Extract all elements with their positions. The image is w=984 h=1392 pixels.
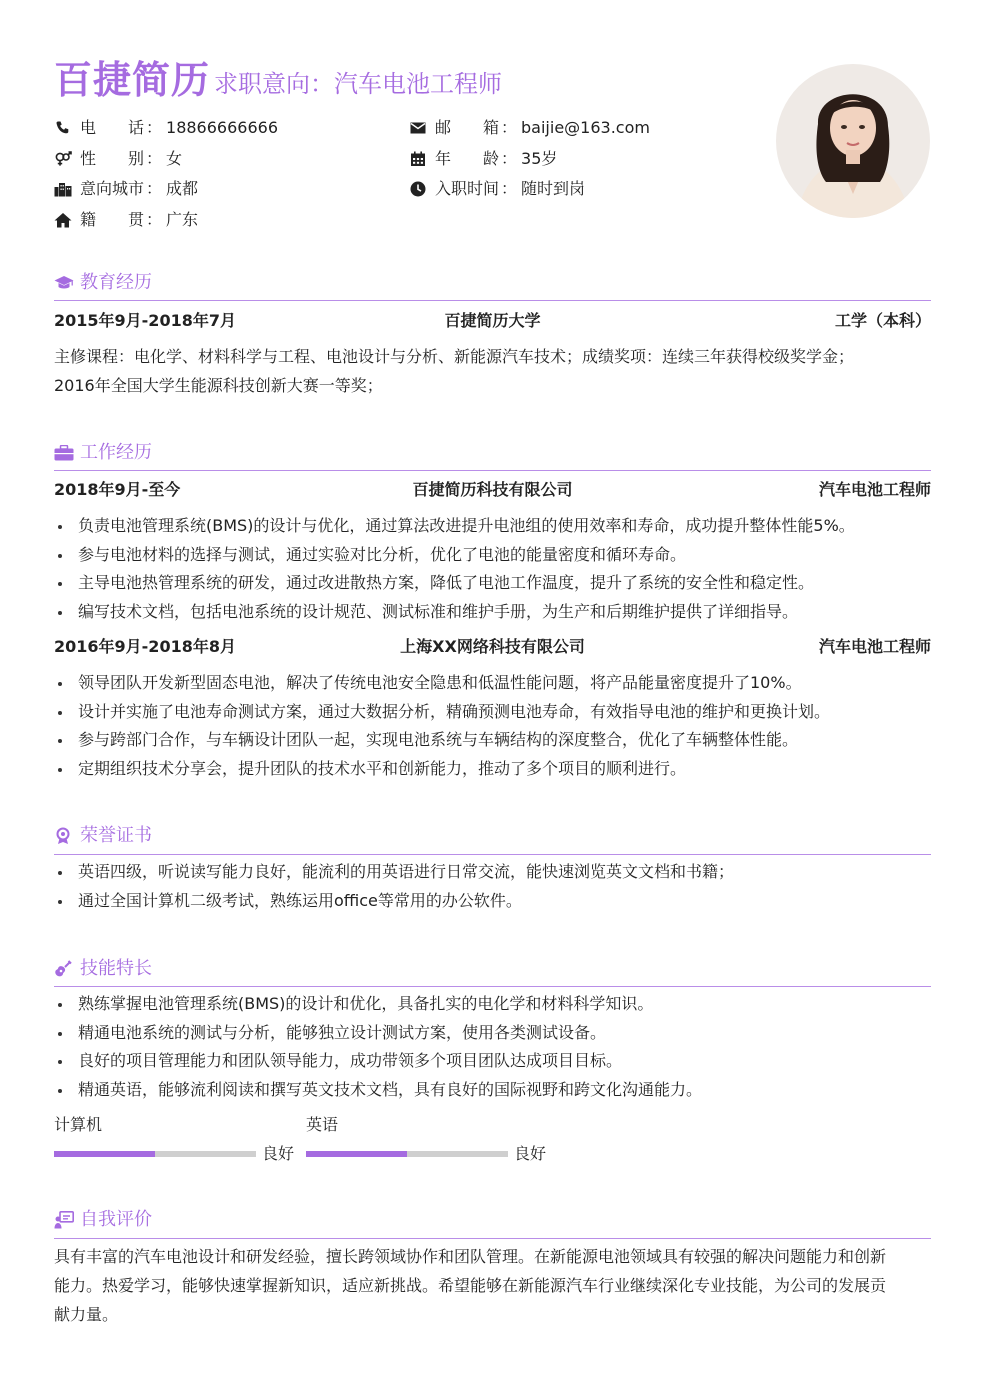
section-divider	[54, 1238, 931, 1239]
section-title-honors	[54, 824, 152, 848]
presenter-icon	[54, 1210, 74, 1230]
award-icon	[54, 826, 74, 846]
mail-icon	[409, 119, 427, 137]
job-role: 汽车电池工程师	[818, 637, 931, 656]
list-item: 负责电池管理系统(BMS)的设计与优化，通过算法改进提升电池组的使用效率和寿命，成功提升整体性能5%。	[54, 512, 931, 541]
section-title-text: 教育经历	[80, 272, 152, 293]
info-label: 籍贯	[80, 210, 144, 229]
info-label: 入职时间	[435, 179, 500, 198]
self-evaluation	[54, 1242, 931, 1329]
skill-bar-fill	[306, 1151, 407, 1157]
skill-label-computer: 计算机	[54, 1115, 103, 1134]
info-value: 18866666666	[166, 118, 278, 137]
clock-icon	[409, 180, 427, 198]
job-period: 2016年9月-2018年8月	[54, 637, 236, 656]
city-icon	[54, 180, 72, 198]
section-title-text: 技能特长	[80, 958, 152, 979]
info-value: 35岁	[521, 149, 558, 168]
list-item: 熟练掌握电池管理系统(BMS)的设计和优化，具备扎实的电化学和材料科学知识。	[54, 990, 931, 1019]
section-divider	[54, 986, 931, 987]
avatar	[776, 64, 930, 218]
job-company: 上海XX网络科技有限公司	[400, 637, 585, 656]
self-line: 能力。热爱学习，能够快速掌握新知识，适应新挑战。希望能够在新能源汽车行业继续深化专业技能，为公司的发展贡	[54, 1276, 887, 1295]
education-details	[54, 342, 931, 400]
education-row	[54, 309, 931, 333]
list-item: 领导团队开发新型固态电池，解决了传统电池安全隐患和低温性能问题，将产品能量密度提升了10%。	[54, 669, 931, 698]
section-title-skills	[54, 957, 152, 981]
honors-bullets	[54, 858, 931, 915]
self-line: 献力量。	[54, 1305, 119, 1324]
info-label: 性别	[80, 149, 144, 168]
info-label: 邮箱	[435, 118, 499, 137]
skills-bullets	[54, 990, 931, 1104]
skill-bar-english	[306, 1151, 508, 1157]
resume-name: 百捷简历	[54, 58, 211, 102]
education-period: 2015年9月-2018年7月	[54, 311, 236, 330]
info-start: 入职时间 ： 随时到岗	[409, 178, 585, 200]
section-divider	[54, 470, 931, 471]
education-line: 2016年全国大学生能源科技创新大赛一等奖；	[54, 376, 383, 395]
skill-bar-fill	[54, 1151, 155, 1157]
info-value: 广东	[166, 210, 199, 229]
self-line: 具有丰富的汽车电池设计和研发经验，擅长跨领域协作和团队管理。在新能源电池领域具有较强的解决问题能力和创新	[54, 1247, 887, 1266]
info-gender: 性别 ： 女	[54, 148, 182, 170]
education-line: 主修课程：电化学、材料科学与工程、电池设计与分析、新能源汽车技术；成绩奖项：连续三年获得校级奖学金；	[54, 347, 855, 366]
list-item: 参与电池材料的选择与测试，通过实验对比分析，优化了电池的能量密度和循环寿命。	[54, 541, 931, 570]
job-bullets	[54, 512, 931, 626]
section-divider	[54, 300, 931, 301]
section-divider	[54, 854, 931, 855]
list-item: 英语四级，听说读写能力良好，能流利的用英语进行日常交流，能快速浏览英文文档和书籍；	[54, 858, 931, 887]
section-title-text: 自我评价	[80, 1209, 152, 1230]
list-item: 主导电池热管理系统的研发，通过改进散热方案，降低了电池工作温度，提升了系统的安全性和稳定性。	[54, 569, 931, 598]
list-item: 设计并实施了电池寿命测试方案，通过大数据分析，精确预测电池寿命，有效指导电池的维护和更换计划。	[54, 698, 931, 727]
list-item: 精通英语，能够流利阅读和撰写英文技术文档，具有良好的国际视野和跨文化沟通能力。	[54, 1076, 931, 1105]
info-label: 电话	[80, 118, 144, 137]
job-row	[54, 635, 931, 659]
job-intent: 求职意向：汽车电池工程师	[214, 70, 502, 98]
info-value: 随时到岗	[521, 179, 586, 198]
list-item: 定期组织技术分享会，提升团队的技术水平和创新能力，推动了多个项目的顺利进行。	[54, 755, 931, 784]
skill-bar-computer	[54, 1151, 256, 1157]
info-age: 年龄 ： 35岁	[409, 148, 557, 170]
list-item: 良好的项目管理能力和团队领导能力，成功带领多个项目团队达成项目目标。	[54, 1047, 931, 1076]
skill-level-english: 良好	[514, 1144, 547, 1163]
info-hometown: 籍贯 ： 广东	[54, 209, 198, 231]
calendar-icon	[409, 150, 427, 168]
list-item: 通过全国计算机二级考试，熟练运用office等常用的办公软件。	[54, 887, 931, 916]
list-item: 编写技术文档，包括电池系统的设计规范、测试标准和维护手册，为生产和后期维护提供了详细指导。	[54, 598, 931, 627]
job-role: 汽车电池工程师	[818, 480, 931, 499]
section-title-text: 工作经历	[80, 442, 152, 463]
info-value: 女	[166, 149, 183, 168]
info-phone: 电话 ： 18866666666	[54, 117, 278, 139]
job-company: 百捷简历科技有限公司	[412, 480, 573, 499]
graduation-cap-icon	[54, 273, 74, 293]
education-degree: 工学（本科）	[834, 311, 931, 330]
section-title-work	[54, 441, 152, 465]
section-title-self	[54, 1208, 152, 1232]
section-title-education	[54, 271, 152, 295]
job-row	[54, 478, 931, 502]
info-value: 成都	[166, 179, 199, 198]
skill-label-english: 英语	[306, 1115, 339, 1134]
home-icon	[54, 211, 72, 229]
phone-icon	[54, 119, 72, 137]
gender-icon	[54, 150, 72, 168]
section-title-text: 荣誉证书	[80, 825, 152, 846]
job-period: 2018年9月-至今	[54, 480, 181, 499]
info-email: 邮箱 ： baijie@163.com	[409, 117, 650, 139]
job-bullets	[54, 669, 931, 783]
info-label: 意向城市	[80, 179, 145, 198]
list-item: 参与跨部门合作，与车辆设计团队一起，实现电池系统与车辆结构的深度整合，优化了车辆整体性能。	[54, 726, 931, 755]
education-school: 百捷简历大学	[444, 311, 541, 330]
skill-level-computer: 良好	[262, 1144, 295, 1163]
briefcase-icon	[54, 443, 74, 463]
guitar-icon	[54, 959, 74, 979]
info-value: baijie@163.com	[521, 118, 650, 137]
list-item: 精通电池系统的测试与分析，能够独立设计测试方案，使用各类测试设备。	[54, 1019, 931, 1048]
info-city: 意向城市 ： 成都	[54, 178, 198, 200]
info-label: 年龄	[435, 149, 499, 168]
